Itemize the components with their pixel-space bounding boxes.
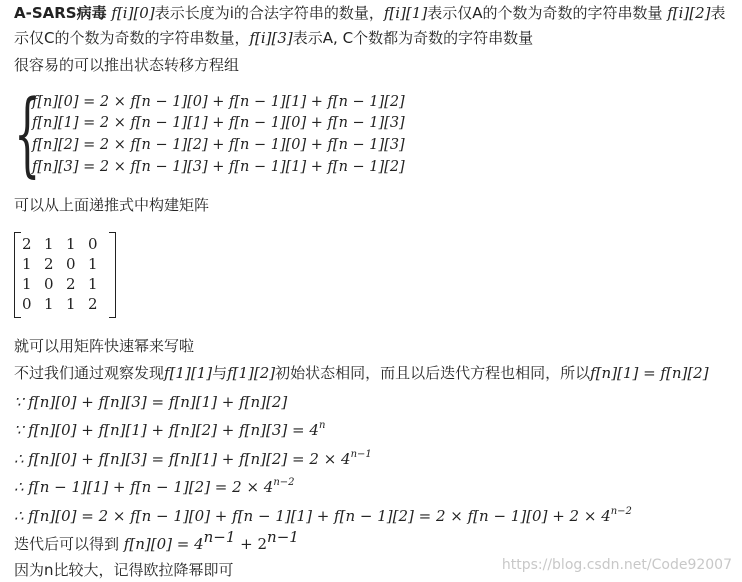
formula: f[1][2] bbox=[227, 364, 276, 382]
intro-line-3 bbox=[14, 54, 239, 76]
text: 迭代后可以得到 bbox=[14, 535, 120, 553]
intro-line-2 bbox=[14, 27, 533, 49]
exponent: n−2 bbox=[273, 477, 295, 488]
matrix-left-bracket bbox=[14, 232, 21, 318]
exponent: n−1 bbox=[350, 449, 372, 460]
matrix-cell: 0 bbox=[88, 235, 98, 253]
intro-text: 表示仅A的个数为奇数的字符串数量 bbox=[427, 4, 663, 22]
matrix-cell: 0 bbox=[22, 295, 32, 313]
matrix-grid bbox=[22, 234, 110, 314]
intro-text: 示仅C的个数为奇数的字符串数量， bbox=[14, 29, 250, 47]
exponent: n−1 bbox=[203, 528, 236, 546]
observation-line bbox=[14, 362, 709, 384]
exponent: n−2 bbox=[610, 506, 632, 517]
transition-matrix bbox=[14, 230, 116, 318]
left-brace: { bbox=[14, 80, 41, 187]
equation-0: f[n][0] = 2 × f[n − 1][0] + f[n − 1][1] + f[n − 1][2] bbox=[32, 94, 405, 110]
equation-2: f[n][2] = 2 × f[n − 1][2] + f[n − 1][0] + f[n − 1][3] bbox=[32, 137, 405, 153]
text: 初始状态相同，而且以后迭代方程也相同，所以 bbox=[275, 364, 591, 382]
matrix-cell: 2 bbox=[22, 235, 32, 253]
matrix-intro: 可以从上面递推式中构建矩阵 bbox=[14, 196, 210, 214]
formula: ∵ f[n][0] + f[n][1] + f[n][2] + f[n][3] = 4 bbox=[14, 421, 319, 439]
matrix-cell: 2 bbox=[88, 295, 98, 313]
formula: + 2 bbox=[235, 535, 268, 553]
matrix-right-bracket bbox=[109, 232, 116, 318]
matrix-cell: 1 bbox=[88, 255, 98, 273]
intro-text: 表 bbox=[710, 4, 726, 22]
matrix-cell: 2 bbox=[44, 255, 54, 273]
derivation-line-2 bbox=[14, 419, 325, 441]
formula: ∴ f[n − 1][1] + f[n − 1][2] = 2 × 4 bbox=[14, 478, 274, 496]
formula-f-i-0: f[i][0] bbox=[111, 4, 155, 22]
matrix-row bbox=[22, 294, 110, 314]
text: 不过我们通过观察发现 bbox=[14, 364, 165, 382]
matrix-row bbox=[22, 274, 110, 294]
matrix-cell: 2 bbox=[66, 275, 76, 293]
derivation-line-5 bbox=[14, 505, 632, 527]
matrix-cell: 0 bbox=[44, 275, 54, 293]
intro-text: 表示长度为i的合法字符串的数量， bbox=[154, 4, 384, 22]
matrix-row bbox=[22, 234, 110, 254]
matrix-cell: 1 bbox=[66, 235, 76, 253]
text: 与 bbox=[212, 364, 228, 382]
formula: ∴ f[n][0] + f[n][3] = f[n][1] + f[n][2] = 2 × 4 bbox=[14, 450, 351, 468]
equation-system bbox=[14, 80, 405, 187]
derivation-line-3 bbox=[14, 448, 372, 470]
matrix-cell: 1 bbox=[66, 295, 76, 313]
watermark: https://blog.csdn.net/Code92007 bbox=[501, 557, 732, 573]
formula: f[1][1] bbox=[164, 364, 213, 382]
equation-3: f[n][3] = 2 × f[n − 1][3] + f[n − 1][1] + f[n − 1][2] bbox=[32, 159, 405, 175]
matrix-cell: 1 bbox=[22, 275, 32, 293]
text-line: 就可以用矩阵快速幂来写啦 bbox=[14, 337, 195, 355]
formula-f-i-2: f[i][2] bbox=[667, 4, 711, 22]
matrix-cell: 1 bbox=[44, 295, 54, 313]
formula-f-i-1: f[i][1] bbox=[383, 4, 428, 22]
result-line bbox=[14, 528, 299, 555]
matrix-cell: 1 bbox=[22, 255, 32, 273]
matrix-row bbox=[22, 254, 110, 274]
closing-line: 因为n比较大，记得欧拉降幂即可 bbox=[14, 561, 234, 579]
formula: f[n][1] = f[n][2] bbox=[590, 364, 709, 382]
derivation-line-1: ∵ f[n][0] + f[n][3] = f[n][1] + f[n][2] bbox=[14, 393, 288, 411]
exponent: n bbox=[318, 420, 326, 431]
section-title: A-SARS病毒 bbox=[14, 4, 107, 22]
matrix-cell: 1 bbox=[88, 275, 98, 293]
intro-line-1 bbox=[14, 2, 726, 24]
formula: f[n][0] = 4 bbox=[123, 535, 204, 553]
equation-1: f[n][1] = 2 × f[n − 1][1] + f[n − 1][0] + f[n − 1][3] bbox=[32, 115, 405, 131]
matrix-cell: 0 bbox=[66, 255, 76, 273]
matrix-cell: 1 bbox=[44, 235, 54, 253]
intro-text: 表示A, C个数都为奇数的字符串数量 bbox=[292, 29, 534, 47]
formula-f-i-3: f[i][3] bbox=[249, 29, 293, 47]
intro-text: 很容易的可以推出状态转移方程组 bbox=[14, 56, 240, 74]
formula: ∴ f[n][0] = 2 × f[n − 1][0] + f[n − 1][1] + f[n − 1][2] = 2 × f[n − 1][0] + 2 × 4 bbox=[14, 507, 611, 525]
exponent: n−1 bbox=[267, 528, 299, 546]
derivation-line-4 bbox=[14, 476, 295, 498]
